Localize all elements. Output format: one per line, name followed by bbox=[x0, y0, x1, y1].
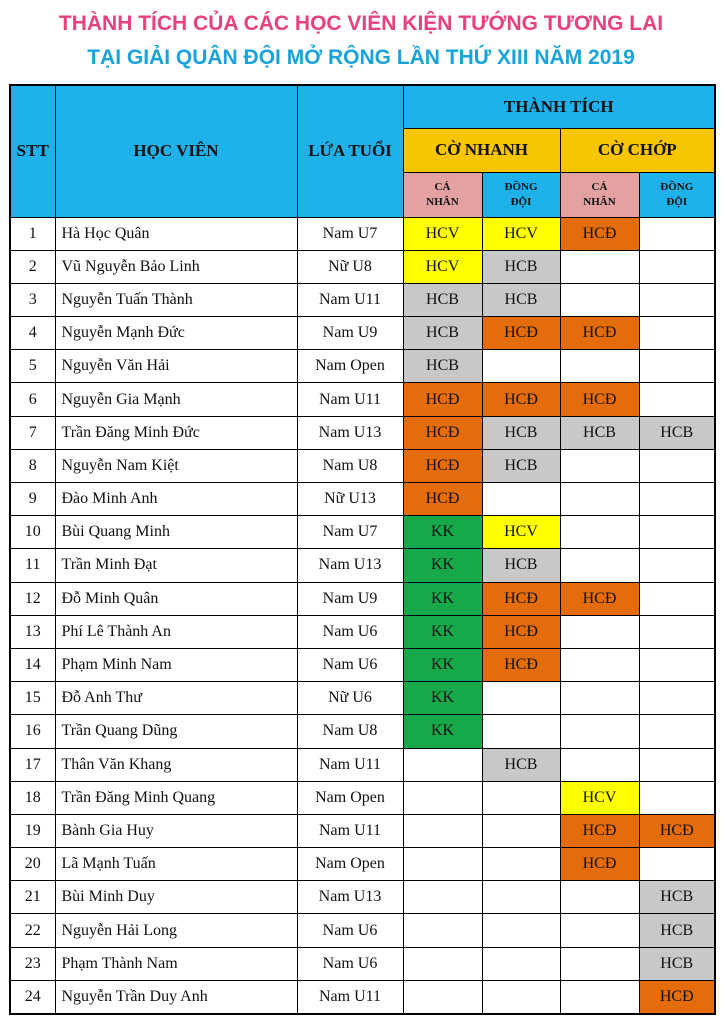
table-row bbox=[10, 350, 715, 383]
result-blitz-team bbox=[639, 748, 715, 781]
result-rapid-individual bbox=[403, 881, 482, 914]
row-stt: 13 bbox=[10, 615, 55, 648]
result-rapid-team: HCB bbox=[482, 449, 560, 482]
result-blitz-individual: HCĐ bbox=[560, 317, 639, 350]
result-rapid-individual: HCV bbox=[403, 217, 482, 250]
row-stt: 17 bbox=[10, 748, 55, 781]
row-stt: 3 bbox=[10, 283, 55, 316]
title-line-2: TẠI GIẢI QUÂN ĐỘI MỞ RỘNG LẦN THỨ XIII NĂM 2019 bbox=[87, 46, 635, 69]
result-blitz-individual bbox=[560, 350, 639, 383]
result-blitz-individual bbox=[560, 615, 639, 648]
row-student-name: Nguyễn Văn Hải bbox=[55, 350, 297, 383]
table-row bbox=[10, 615, 715, 648]
table-row bbox=[10, 648, 715, 681]
row-student-name: Bành Gia Huy bbox=[55, 814, 297, 847]
result-rapid-individual bbox=[403, 980, 482, 1013]
table-body bbox=[10, 217, 715, 1014]
result-rapid-individual: KK bbox=[403, 549, 482, 582]
row-stt: 6 bbox=[10, 383, 55, 416]
result-blitz-individual bbox=[560, 881, 639, 914]
row-stt: 7 bbox=[10, 416, 55, 449]
header-rapid-team bbox=[482, 172, 560, 217]
row-age-group: Nam U7 bbox=[297, 217, 403, 250]
result-blitz-individual: HCV bbox=[560, 781, 639, 814]
row-age-group: Nam U8 bbox=[297, 449, 403, 482]
result-blitz-team bbox=[639, 715, 715, 748]
result-blitz-team bbox=[639, 250, 715, 283]
row-age-group: Nam U13 bbox=[297, 549, 403, 582]
row-student-name: Nguyễn Trần Duy Anh bbox=[55, 980, 297, 1013]
table-row bbox=[10, 582, 715, 615]
table-row bbox=[10, 980, 715, 1013]
result-rapid-team: HCĐ bbox=[482, 615, 560, 648]
header-blitz-team bbox=[639, 172, 715, 217]
result-blitz-team: HCB bbox=[639, 947, 715, 980]
header-student: HỌC VIÊN bbox=[55, 85, 297, 217]
row-stt: 22 bbox=[10, 914, 55, 947]
header-rapid-individual bbox=[403, 172, 482, 217]
result-rapid-team bbox=[482, 682, 560, 715]
header-age: LỨA TUỔI bbox=[297, 85, 403, 217]
result-blitz-individual bbox=[560, 483, 639, 516]
table-row bbox=[10, 217, 715, 250]
header-rapid: CỜ NHANH bbox=[403, 128, 560, 172]
results-table bbox=[9, 84, 716, 1015]
row-stt: 4 bbox=[10, 317, 55, 350]
row-stt: 14 bbox=[10, 648, 55, 681]
row-stt: 1 bbox=[10, 217, 55, 250]
row-student-name: Bùi Quang Minh bbox=[55, 516, 297, 549]
row-student-name: Nguyễn Nam Kiệt bbox=[55, 449, 297, 482]
result-blitz-team bbox=[639, 283, 715, 316]
result-blitz-team: HCĐ bbox=[639, 814, 715, 847]
result-blitz-team: HCB bbox=[639, 881, 715, 914]
result-rapid-team bbox=[482, 483, 560, 516]
table-row bbox=[10, 416, 715, 449]
title-block bbox=[0, 0, 722, 80]
table-row bbox=[10, 483, 715, 516]
row-stt: 2 bbox=[10, 250, 55, 283]
result-blitz-team bbox=[639, 483, 715, 516]
result-blitz-individual bbox=[560, 449, 639, 482]
table-row bbox=[10, 516, 715, 549]
row-age-group: Nữ U13 bbox=[297, 483, 403, 516]
result-blitz-individual bbox=[560, 748, 639, 781]
row-age-group: Nữ U8 bbox=[297, 250, 403, 283]
result-rapid-individual bbox=[403, 947, 482, 980]
row-stt: 9 bbox=[10, 483, 55, 516]
result-rapid-individual bbox=[403, 748, 482, 781]
result-rapid-team: HCB bbox=[482, 748, 560, 781]
row-age-group: Nam U6 bbox=[297, 648, 403, 681]
result-rapid-team: HCĐ bbox=[482, 317, 560, 350]
table-row bbox=[10, 748, 715, 781]
result-blitz-individual: HCĐ bbox=[560, 383, 639, 416]
header-individual-line2: NHÂN bbox=[583, 195, 616, 208]
result-blitz-team bbox=[639, 781, 715, 814]
result-rapid-individual: KK bbox=[403, 715, 482, 748]
row-stt: 16 bbox=[10, 715, 55, 748]
result-rapid-individual: HCĐ bbox=[403, 449, 482, 482]
row-stt: 8 bbox=[10, 449, 55, 482]
table-row bbox=[10, 549, 715, 582]
header-individual-line1: CÁ bbox=[591, 180, 608, 193]
row-age-group: Nam Open bbox=[297, 350, 403, 383]
row-age-group: Nam U9 bbox=[297, 317, 403, 350]
table-header bbox=[10, 85, 715, 217]
header-individual-line2: NHÂN bbox=[426, 195, 459, 208]
row-student-name: Phạm Minh Nam bbox=[55, 648, 297, 681]
row-student-name: Trần Đăng Minh Đức bbox=[55, 416, 297, 449]
result-rapid-team: HCV bbox=[482, 217, 560, 250]
result-blitz-team bbox=[639, 317, 715, 350]
result-blitz-individual bbox=[560, 715, 639, 748]
result-rapid-team bbox=[482, 980, 560, 1013]
result-rapid-team bbox=[482, 881, 560, 914]
result-rapid-team bbox=[482, 914, 560, 947]
table-row bbox=[10, 881, 715, 914]
table-row bbox=[10, 283, 715, 316]
row-age-group: Nam U7 bbox=[297, 516, 403, 549]
result-blitz-team: HCB bbox=[639, 416, 715, 449]
row-stt: 21 bbox=[10, 881, 55, 914]
row-student-name: Đỗ Anh Thư bbox=[55, 682, 297, 715]
result-blitz-team bbox=[639, 516, 715, 549]
row-stt: 18 bbox=[10, 781, 55, 814]
table-row bbox=[10, 317, 715, 350]
result-rapid-individual: HCĐ bbox=[403, 483, 482, 516]
row-stt: 19 bbox=[10, 814, 55, 847]
result-rapid-individual bbox=[403, 848, 482, 881]
result-blitz-team bbox=[639, 648, 715, 681]
row-age-group: Nam U9 bbox=[297, 582, 403, 615]
row-student-name: Phí Lê Thành An bbox=[55, 615, 297, 648]
result-blitz-individual bbox=[560, 682, 639, 715]
table-row bbox=[10, 449, 715, 482]
result-blitz-team bbox=[639, 350, 715, 383]
row-age-group: Nam Open bbox=[297, 781, 403, 814]
result-rapid-individual bbox=[403, 781, 482, 814]
header-achievement: THÀNH TÍCH bbox=[403, 85, 715, 128]
result-blitz-individual: HCĐ bbox=[560, 848, 639, 881]
result-blitz-individual: HCĐ bbox=[560, 582, 639, 615]
result-rapid-individual: HCB bbox=[403, 283, 482, 316]
row-student-name: Đào Minh Anh bbox=[55, 483, 297, 516]
row-student-name: Lã Mạnh Tuấn bbox=[55, 848, 297, 881]
result-blitz-individual bbox=[560, 914, 639, 947]
result-rapid-individual bbox=[403, 814, 482, 847]
table-row bbox=[10, 781, 715, 814]
table-row bbox=[10, 814, 715, 847]
result-rapid-team: HCĐ bbox=[482, 582, 560, 615]
result-rapid-team: HCB bbox=[482, 283, 560, 316]
row-age-group: Nam U11 bbox=[297, 748, 403, 781]
result-blitz-individual: HCĐ bbox=[560, 814, 639, 847]
row-age-group: Nam U6 bbox=[297, 914, 403, 947]
row-age-group: Nam U11 bbox=[297, 283, 403, 316]
result-blitz-individual: HCB bbox=[560, 416, 639, 449]
result-rapid-team: HCB bbox=[482, 416, 560, 449]
row-student-name: Đỗ Minh Quân bbox=[55, 582, 297, 615]
row-stt: 10 bbox=[10, 516, 55, 549]
header-team-line1: ĐỒNG bbox=[660, 180, 694, 193]
table-row bbox=[10, 715, 715, 748]
result-rapid-individual: KK bbox=[403, 516, 482, 549]
result-blitz-team: HCĐ bbox=[639, 980, 715, 1013]
result-rapid-individual: KK bbox=[403, 648, 482, 681]
result-blitz-individual bbox=[560, 549, 639, 582]
row-age-group: Nam U6 bbox=[297, 615, 403, 648]
row-stt: 24 bbox=[10, 980, 55, 1013]
row-student-name: Bùi Minh Duy bbox=[55, 881, 297, 914]
result-rapid-team: HCV bbox=[482, 516, 560, 549]
result-blitz-team bbox=[639, 549, 715, 582]
row-student-name: Nguyễn Gia Mạnh bbox=[55, 383, 297, 416]
header-team-line2: ĐỘI bbox=[666, 195, 688, 208]
result-blitz-individual bbox=[560, 283, 639, 316]
table-row bbox=[10, 682, 715, 715]
row-age-group: Nam U11 bbox=[297, 383, 403, 416]
row-student-name: Nguyễn Mạnh Đức bbox=[55, 317, 297, 350]
row-age-group: Nam U13 bbox=[297, 416, 403, 449]
row-stt: 15 bbox=[10, 682, 55, 715]
row-student-name: Hà Học Quân bbox=[55, 217, 297, 250]
result-blitz-individual bbox=[560, 250, 639, 283]
result-blitz-individual bbox=[560, 516, 639, 549]
result-blitz-individual bbox=[560, 947, 639, 980]
result-blitz-team bbox=[639, 615, 715, 648]
row-age-group: Nữ U6 bbox=[297, 682, 403, 715]
row-student-name: Vũ Nguyễn Bảo Linh bbox=[55, 250, 297, 283]
result-blitz-team bbox=[639, 582, 715, 615]
row-student-name: Nguyễn Hải Long bbox=[55, 914, 297, 947]
result-blitz-team bbox=[639, 682, 715, 715]
result-rapid-individual: HCV bbox=[403, 250, 482, 283]
result-blitz-team: HCB bbox=[639, 914, 715, 947]
result-rapid-team: HCB bbox=[482, 549, 560, 582]
row-stt: 23 bbox=[10, 947, 55, 980]
result-rapid-individual: KK bbox=[403, 615, 482, 648]
result-blitz-individual: HCĐ bbox=[560, 217, 639, 250]
header-team-line1: ĐỒNG bbox=[504, 180, 538, 193]
result-rapid-individual: KK bbox=[403, 582, 482, 615]
result-rapid-team bbox=[482, 947, 560, 980]
header-blitz: CỜ CHỚP bbox=[560, 128, 715, 172]
row-stt: 20 bbox=[10, 848, 55, 881]
table-row bbox=[10, 947, 715, 980]
row-age-group: Nam U6 bbox=[297, 947, 403, 980]
result-rapid-team bbox=[482, 350, 560, 383]
result-rapid-individual: KK bbox=[403, 682, 482, 715]
row-student-name: Thân Văn Khang bbox=[55, 748, 297, 781]
table-row bbox=[10, 250, 715, 283]
result-blitz-team bbox=[639, 848, 715, 881]
row-stt: 12 bbox=[10, 582, 55, 615]
result-blitz-team bbox=[639, 449, 715, 482]
result-blitz-team bbox=[639, 217, 715, 250]
header-team-line2: ĐỘI bbox=[510, 195, 532, 208]
header-individual-line1: CÁ bbox=[434, 180, 451, 193]
title-line-1: THÀNH TÍCH CỦA CÁC HỌC VIÊN KIỆN TƯỚNG TƯƠNG LAI bbox=[58, 12, 664, 35]
result-rapid-team bbox=[482, 814, 560, 847]
result-rapid-team bbox=[482, 781, 560, 814]
row-age-group: Nam U13 bbox=[297, 881, 403, 914]
table-row bbox=[10, 848, 715, 881]
table-row bbox=[10, 914, 715, 947]
result-rapid-team: HCĐ bbox=[482, 648, 560, 681]
result-rapid-individual: HCB bbox=[403, 317, 482, 350]
result-rapid-individual bbox=[403, 914, 482, 947]
result-rapid-individual: HCB bbox=[403, 350, 482, 383]
result-blitz-individual bbox=[560, 648, 639, 681]
row-student-name: Phạm Thành Nam bbox=[55, 947, 297, 980]
row-student-name: Trần Minh Đạt bbox=[55, 549, 297, 582]
header-stt: STT bbox=[10, 85, 55, 217]
row-student-name: Trần Đăng Minh Quang bbox=[55, 781, 297, 814]
result-blitz-individual bbox=[560, 980, 639, 1013]
result-rapid-team bbox=[482, 848, 560, 881]
row-student-name: Trần Quang Dũng bbox=[55, 715, 297, 748]
result-rapid-team bbox=[482, 715, 560, 748]
result-rapid-team: HCB bbox=[482, 250, 560, 283]
result-rapid-individual: HCĐ bbox=[403, 383, 482, 416]
table-row bbox=[10, 383, 715, 416]
row-student-name: Nguyễn Tuấn Thành bbox=[55, 283, 297, 316]
row-age-group: Nam U11 bbox=[297, 814, 403, 847]
result-blitz-team bbox=[639, 383, 715, 416]
row-age-group: Nam Open bbox=[297, 848, 403, 881]
row-stt: 5 bbox=[10, 350, 55, 383]
result-rapid-individual: HCĐ bbox=[403, 416, 482, 449]
row-stt: 11 bbox=[10, 549, 55, 582]
row-age-group: Nam U8 bbox=[297, 715, 403, 748]
result-rapid-team: HCĐ bbox=[482, 383, 560, 416]
header-blitz-individual bbox=[560, 172, 639, 217]
row-age-group: Nam U11 bbox=[297, 980, 403, 1013]
